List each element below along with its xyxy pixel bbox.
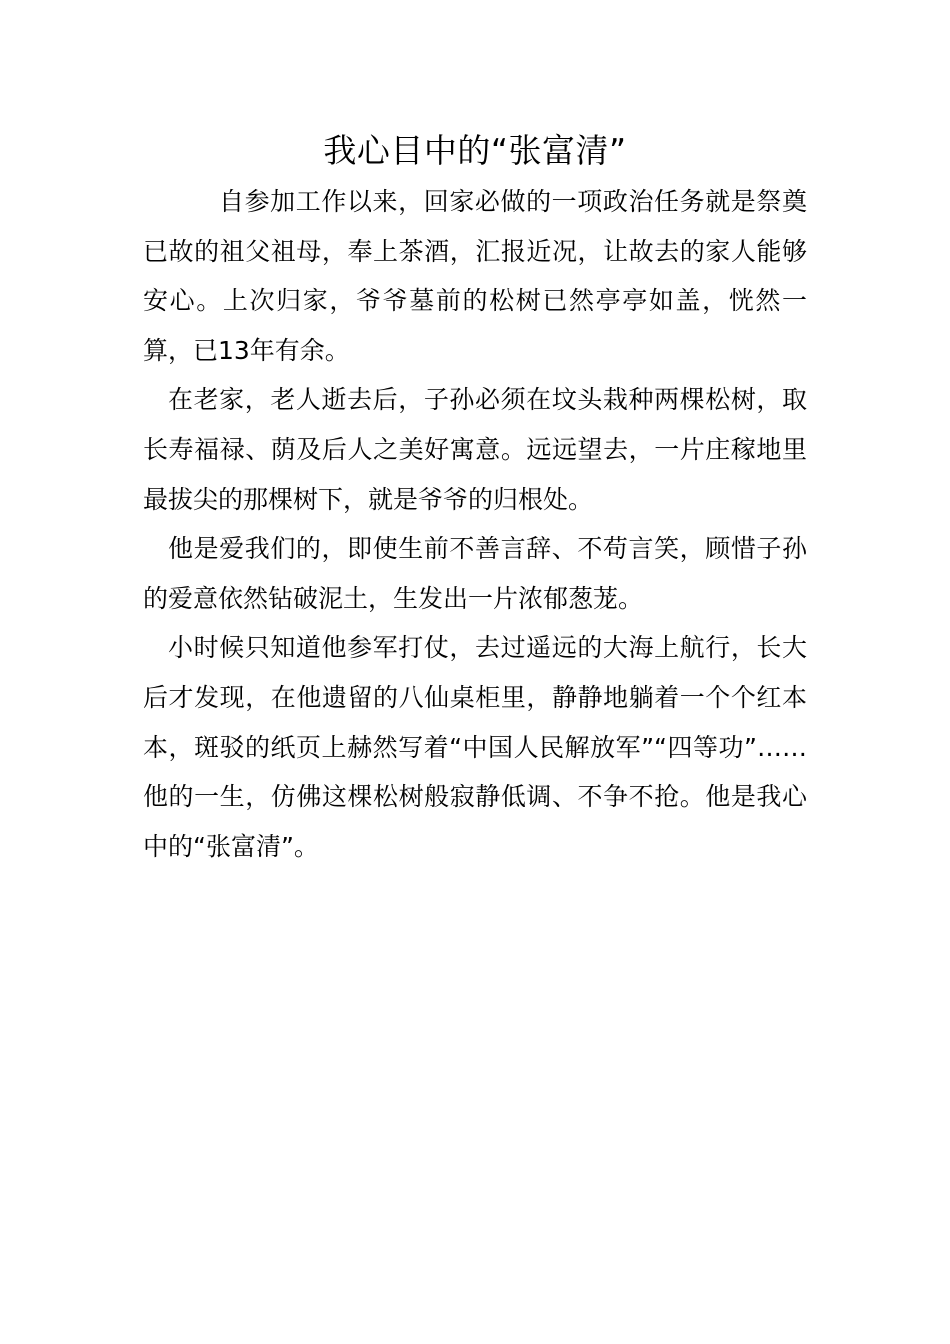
paragraph-3: 他是爱我们的，即使生前不善言辞、不苟言笑，顾惜子孙的爱意依然钻破泥土，生发出一片浓郁葱茏。: [143, 534, 807, 613]
paragraph-4: 小时候只知道他参军打仗，去过遥远的大海上航行，长大后才发现，在他遗留的八仙桌柜里，静静地躺着一个个红本本，斑驳的纸页上赫然写着“中国人民解放军”“四等功”……他的一生，仿佛这棵松树般寂静低调、不争不抢。他是我心中的“张富清”。: [143, 633, 807, 861]
document-body: [143, 177, 807, 871]
paragraph-1: 自参加工作以来，回家必做的一项政治任务就是祭奠已故的祖父祖母，奉上茶酒，汇报近况，让故去的家人能够安心。上次归家，爷爷墓前的松树已然亭亭如盖，恍然一算，已13年有余。: [143, 187, 807, 365]
paragraph-2: 在老家，老人逝去后，子孙必须在坟头栽种两棵松树，取长寿福禄、荫及后人之美好寓意。远远望去，一片庄稼地里最拔尖的那棵树下，就是爷爷的归根处。: [143, 385, 807, 514]
document-title: 我心目中的“张富清”: [323, 131, 627, 170]
